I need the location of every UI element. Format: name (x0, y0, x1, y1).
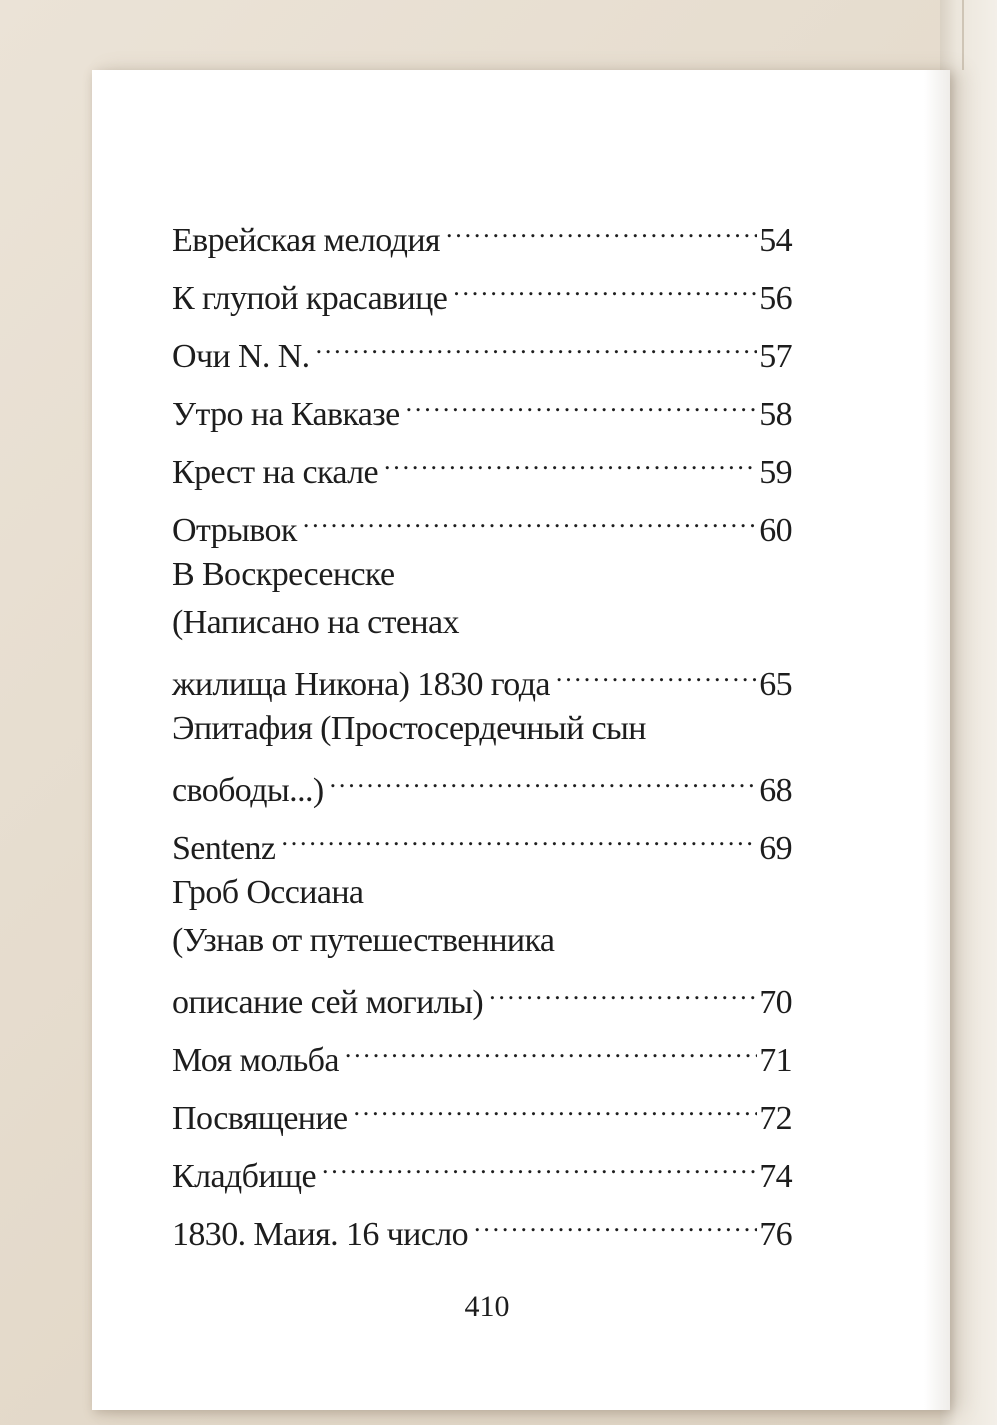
toc-entry-title: свободы...) (172, 772, 324, 809)
toc-entry-title: К глупой красавице (172, 280, 448, 317)
toc-entry-line (172, 869, 792, 917)
toc-entry-title: описание сей могилы) (172, 984, 484, 1021)
toc-entry-title: Очи N. N. (172, 338, 310, 375)
toc-entry (172, 705, 792, 809)
toc-entry-page: 60 (759, 512, 792, 549)
toc-entry-page: 72 (759, 1100, 792, 1137)
toc-entry-title: (Узнав от путешественника (172, 922, 555, 959)
toc-entry (172, 869, 792, 1021)
dot-leader (316, 319, 758, 367)
toc-entry-title: жилища Никона) 1830 года (172, 666, 550, 703)
dot-leader (489, 965, 757, 1013)
toc-entry-line (172, 599, 792, 647)
toc-entry-title: Утро на Кавказе (172, 396, 400, 433)
dot-leader (446, 203, 757, 251)
dot-leader (281, 811, 757, 859)
toc-entry-line (172, 753, 792, 809)
toc-entry (172, 1139, 792, 1195)
toc-entry-title: Гроб Оссиана (172, 874, 364, 911)
toc-entry-line (172, 319, 792, 375)
toc-entry-page: 68 (759, 772, 792, 809)
dot-leader (474, 1197, 757, 1245)
toc-entry (172, 203, 792, 259)
toc-entry-page: 70 (759, 984, 792, 1021)
toc-entry (172, 811, 792, 867)
dot-leader (322, 1139, 757, 1187)
toc-entry-line (172, 261, 792, 317)
dot-leader (330, 753, 758, 801)
toc-entry-title: В Воскресенске (172, 556, 395, 593)
dot-leader (345, 1023, 757, 1071)
toc-entry-title: Еврейская мелодия (172, 222, 440, 259)
dot-leader (384, 435, 757, 483)
toc-entry-line (172, 1139, 792, 1195)
toc-entry-page: 56 (759, 280, 792, 317)
toc-entry-title: Отрывок (172, 512, 297, 549)
toc-entry (172, 435, 792, 491)
toc-entry (172, 1023, 792, 1079)
toc-entry (172, 319, 792, 375)
toc-entry-page: 74 (759, 1158, 792, 1195)
toc-entry-title: Моя мольба (172, 1042, 339, 1079)
toc-entry-line (172, 705, 792, 753)
dot-leader (453, 261, 757, 309)
toc-entry-page: 69 (759, 830, 792, 867)
toc-entry-line (172, 1197, 792, 1253)
toc-entry-line (172, 647, 792, 703)
dot-leader (406, 377, 758, 425)
toc-entry (172, 377, 792, 433)
toc-entry-title: 1830. Маия. 16 число (172, 1216, 469, 1253)
toc-entry-line (172, 435, 792, 491)
dot-leader (354, 1081, 758, 1129)
toc-entry-line (172, 811, 792, 867)
toc-entry-title: Кладбище (172, 1158, 316, 1195)
page-number: 410 (464, 1290, 510, 1323)
toc-entry-title: (Написано на стенах (172, 604, 459, 641)
toc-entry-line (172, 1023, 792, 1079)
toc-entry (172, 1081, 792, 1137)
toc-entry-page: 59 (759, 454, 792, 491)
toc-entry-title: Посвящение (172, 1100, 348, 1137)
toc-entry-line (172, 493, 792, 549)
toc-entry-line (172, 917, 792, 965)
toc-entry-line (172, 203, 792, 259)
toc-entry-page: 57 (759, 338, 792, 375)
table-of-contents (172, 203, 792, 1255)
toc-entry (172, 1197, 792, 1253)
toc-entry-page: 76 (759, 1216, 792, 1253)
page-edge-line (962, 0, 964, 70)
dot-leader (303, 493, 757, 541)
toc-entry-page: 71 (759, 1042, 792, 1079)
toc-entry-title: Sentenz (172, 830, 276, 867)
book-page (92, 70, 950, 1410)
toc-entry-page: 58 (759, 396, 792, 433)
toc-entry-page: 65 (759, 666, 792, 703)
toc-entry-title: Эпитафия (Простосердечный сын (172, 710, 646, 747)
toc-entry-line (172, 965, 792, 1021)
dot-leader (556, 647, 757, 695)
toc-entry-line (172, 551, 792, 599)
toc-entry (172, 261, 792, 317)
toc-entry-title: Крест на скале (172, 454, 378, 491)
spine-shadow (924, 70, 950, 1410)
toc-entry (172, 493, 792, 549)
toc-entry-page: 54 (759, 222, 792, 259)
toc-entry-line (172, 1081, 792, 1137)
toc-entry (172, 551, 792, 703)
toc-entry-line (172, 377, 792, 433)
